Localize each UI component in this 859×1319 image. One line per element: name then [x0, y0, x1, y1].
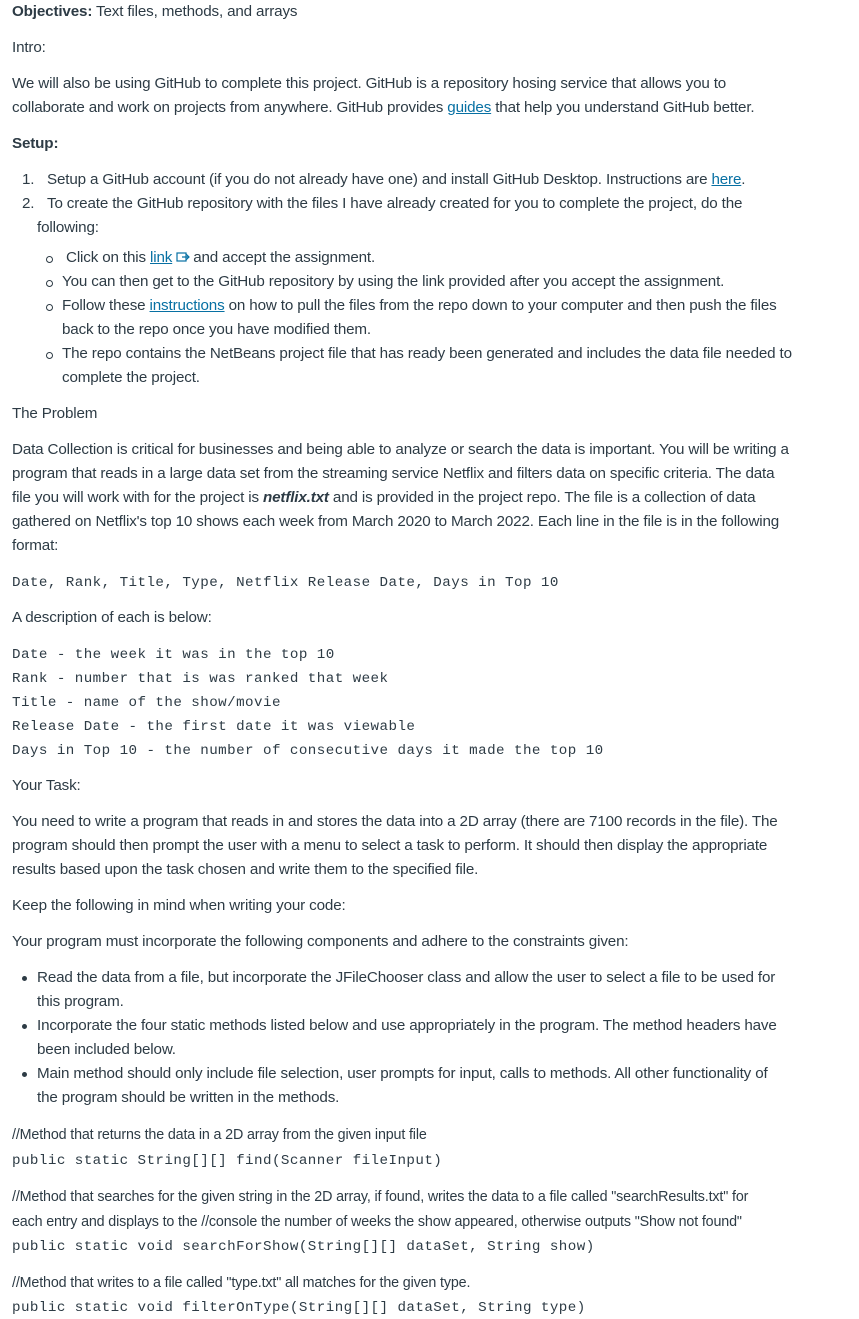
instructions-link[interactable]: instructions — [149, 297, 225, 314]
description-code-line: Rank - number that is was ranked that week — [12, 671, 389, 687]
assignment-link[interactable]: link — [150, 249, 173, 266]
bullet-solid — [22, 1024, 27, 1029]
setup-item-1-end: . — [741, 171, 746, 188]
constraint-item-3: Main method should only include file selection, user prompts for input, calls to methods. All other functionality of — [37, 1065, 768, 1082]
constraint-item-3-cont: the program should be written in the methods. — [37, 1089, 340, 1106]
method-comment: //Method that returns the data in a 2D array from the given input file — [12, 1127, 427, 1143]
objectives-line — [12, 2, 297, 22]
intro-text: collaborate and work on projects from anywhere. GitHub provides — [12, 99, 448, 116]
setup-item-1-text: Setup a GitHub account (if you do not already have one) and install GitHub Desktop. Instructions are — [47, 171, 712, 188]
intro-paragraph-line: We will also be using GitHub to complete this project. GitHub is a repository hosing service that allows you to — [12, 75, 727, 92]
problem-paragraph-line: Data Collection is critical for businesses and being able to analyze or search the data is important. You will be writing a — [12, 441, 789, 458]
bullet-hollow — [46, 280, 53, 287]
constraint-item-1: Read the data from a file, but incorporate the JFileChooser class and allow the user to select a file to be used for — [37, 969, 776, 986]
sub-item-text: Follow these — [62, 297, 150, 314]
here-link[interactable]: here — [711, 171, 742, 188]
problem-paragraph-line: program that reads in a large data set from the streaming service Netflix and filters data on specific criteria. The data — [12, 465, 775, 482]
problem-heading: The Problem — [12, 405, 98, 422]
problem-paragraph-line: gathered on Netflix's top 10 shows each week from March 2020 to March 2022. Each line in the file is in the following — [12, 513, 780, 530]
sub-item-text: Click on this — [66, 249, 150, 266]
constraint-item-1-cont: this program. — [37, 993, 124, 1010]
setup-item-2-text: To create the GitHub repository with the files I have already created for you to complete the project, do the — [47, 195, 743, 212]
method-signature: public static String[][] find(Scanner fileInput) — [12, 1153, 443, 1169]
bullet-hollow — [46, 304, 53, 311]
format-code: Date, Rank, Title, Type, Netflix Release Date, Days in Top 10 — [12, 575, 559, 591]
problem-paragraph-line: format: — [12, 537, 59, 554]
sub-item-click-link — [66, 248, 375, 268]
sub-item-netbeans-cont: complete the project. — [62, 369, 200, 386]
description-code-line: Days in Top 10 - the number of consecutive days it made the top 10 — [12, 743, 604, 759]
bullet-hollow — [46, 256, 53, 263]
setup-item-2-cont: following: — [37, 219, 99, 236]
description-code-line: Date - the week it was in the top 10 — [12, 647, 335, 663]
objectives-label: Objectives: — [12, 3, 93, 20]
keep-in-mind-text: Keep the following in mind when writing your code: — [12, 897, 346, 914]
netflix-filename: netflix.txt — [262, 489, 329, 506]
method-comment: each entry and displays to the //console the number of weeks the show appeared, otherwise outputs "Show not found" — [12, 1214, 742, 1230]
sub-item-instructions-cont: back to the repo once you have modified them. — [62, 321, 372, 338]
constraint-item-2: Incorporate the four static methods listed below and use appropriately in the program. The method headers have — [37, 1017, 777, 1034]
problem-text: and is provided in the project repo. The file is a collection of data — [328, 489, 756, 506]
setup-item-1 — [22, 170, 745, 190]
external-link-icon — [176, 251, 190, 263]
method-signature: public static void searchForShow(String[][] dataSet, String show) — [12, 1239, 595, 1255]
bullet-solid — [22, 976, 27, 981]
objectives-text: Text files, methods, and arrays — [92, 3, 298, 20]
problem-paragraph-line — [12, 488, 755, 508]
sub-item-text: and accept the assignment. — [193, 249, 376, 266]
constraint-item-2-cont: been included below. — [37, 1041, 176, 1058]
description-intro: A description of each is below: — [12, 609, 212, 626]
list-number: 2. — [22, 195, 35, 212]
task-paragraph-line: program should then prompt the user with a menu to select a task to perform. It should then display the appropriate — [12, 837, 768, 854]
method-comment: //Method that searches for the given string in the 2D array, if found, writes the data to a file called "searchResults.txt" for — [12, 1189, 749, 1205]
problem-text: file you will work with for the project is — [12, 489, 263, 506]
description-code-line: Title - name of the show/movie — [12, 695, 281, 711]
bullet-solid — [22, 1072, 27, 1077]
description-code-line: Release Date - the first date it was viewable — [12, 719, 416, 735]
constraints-text: Your program must incorporate the following components and adhere to the constraints given: — [12, 933, 629, 950]
sub-item-netbeans: The repo contains the NetBeans project file that has ready been generated and includes the data file needed to — [62, 345, 792, 362]
setup-heading: Setup: — [12, 135, 59, 152]
sub-item-repo: You can then get to the GitHub repository by using the link provided after you accept the assignment. — [62, 273, 725, 290]
sub-item-text: on how to pull the files from the repo down to your computer and then push the files — [224, 297, 777, 314]
task-heading: Your Task: — [12, 777, 81, 794]
method-signature: public static void filterOnType(String[][] dataSet, String type) — [12, 1300, 586, 1316]
sub-item-instructions — [62, 296, 777, 316]
task-paragraph-line: results based upon the task chosen and write them to the specified file. — [12, 861, 479, 878]
intro-paragraph-line — [12, 98, 754, 118]
intro-text: that help you understand GitHub better. — [491, 99, 755, 116]
guides-link[interactable]: guides — [447, 99, 492, 116]
setup-item-2 — [22, 194, 742, 214]
intro-heading: Intro: — [12, 39, 46, 56]
list-number: 1. — [22, 171, 35, 188]
bullet-hollow — [46, 352, 53, 359]
method-comment: //Method that writes to a file called "type.txt" all matches for the given type. — [12, 1275, 471, 1291]
task-paragraph-line: You need to write a program that reads in and stores the data into a 2D array (there are 7100 records in the file). The — [12, 813, 778, 830]
